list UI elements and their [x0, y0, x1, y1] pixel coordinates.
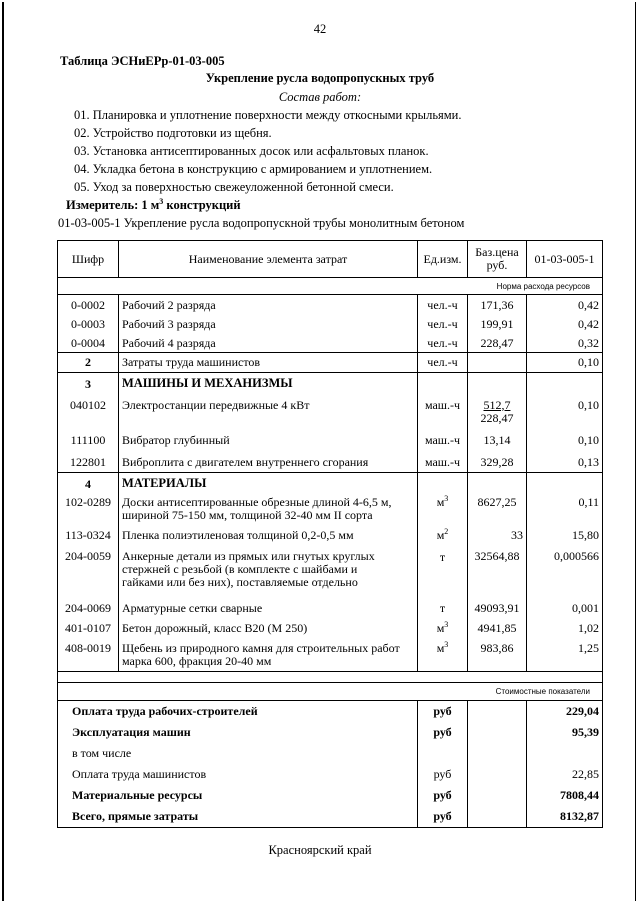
- cell-code: 102-0289: [58, 493, 119, 525]
- gap-cell: [58, 672, 603, 683]
- cell-value: 0,10: [527, 395, 603, 429]
- cell-name: Виброплита с двигателем внутреннего сгорания: [119, 451, 418, 473]
- summary-price: [468, 722, 527, 743]
- cell-value: 0,10: [527, 429, 603, 451]
- work-item: 03. Установка антисептированных досок или асфальтовых планок.: [74, 144, 429, 158]
- price-bottom: 228,47: [480, 410, 514, 425]
- cell-value: [527, 373, 603, 395]
- summary-label: Материальные ресурсы: [58, 785, 418, 806]
- resource-table: [57, 240, 603, 828]
- name-line: гайками или без них), поставляемые отдельно: [122, 574, 358, 589]
- name-line: Доски антисептированные обрезные длиной 4-6,5 м,: [122, 494, 392, 509]
- cell-value: 0,11: [527, 493, 603, 525]
- header-name: Наименование элемента затрат: [119, 241, 418, 278]
- cell-value: 0,13: [527, 451, 603, 473]
- cell-unit: чел.-ч: [418, 295, 468, 315]
- unit-sup: 3: [444, 619, 449, 629]
- cell-price: 49093,91: [468, 598, 527, 618]
- cell-unit: [418, 618, 468, 638]
- cell-price: 4941,85: [468, 618, 527, 638]
- cell-name: Рабочий 4 разряда: [119, 334, 418, 353]
- cell-code: 040102: [58, 395, 119, 429]
- table-row: [58, 395, 603, 429]
- cell-name: Рабочий 3 разряда: [119, 315, 418, 334]
- header-base-price-line1: Баз.цена: [475, 245, 519, 259]
- table-row: [58, 546, 603, 598]
- cell-price: [468, 473, 527, 493]
- cell-value: 0,001: [527, 598, 603, 618]
- cell-name: Электростанции передвижные 4 кВт: [119, 395, 418, 429]
- cell-name: Затраты труда машинистов: [119, 353, 418, 373]
- summary-row: [58, 806, 603, 828]
- cell-value: 1,25: [527, 638, 603, 672]
- summary-value: 229,04: [527, 701, 603, 723]
- summary-row: [58, 764, 603, 785]
- cell-code: 2: [58, 353, 119, 373]
- work-item: 01. Планировка и уплотнение поверхности между откосными крыльями.: [74, 108, 462, 122]
- cell-unit: чел.-ч: [418, 315, 468, 334]
- summary-price: [468, 785, 527, 806]
- section-row-materials: [58, 473, 603, 493]
- section-title: МАШИНЫ И МЕХАНИЗМЫ: [119, 373, 418, 395]
- measurer: [66, 198, 241, 213]
- norm-header: Норма расхода ресурсов: [58, 278, 603, 295]
- cell-price: 228,47: [468, 334, 527, 353]
- unit-sup: 3: [444, 639, 449, 649]
- cell-value: 0,42: [527, 315, 603, 334]
- table-row: [58, 598, 603, 618]
- unit-base: м: [436, 494, 445, 509]
- cell-value: 0,000566: [527, 546, 603, 598]
- cell-code: 204-0059: [58, 546, 119, 598]
- unit-base: м: [436, 620, 445, 635]
- cell-price: 8627,25: [468, 493, 527, 525]
- table-row: [58, 618, 603, 638]
- table-row: [58, 525, 603, 546]
- summary-value: 7808,44: [527, 785, 603, 806]
- cell-code: 3: [58, 373, 119, 395]
- cell-price: [468, 353, 527, 373]
- cell-unit: [418, 373, 468, 395]
- cell-price: [468, 395, 527, 429]
- table-row: [58, 451, 603, 473]
- summary-label: Оплата труда машинистов: [58, 764, 418, 785]
- summary-value: [527, 743, 603, 764]
- cell-code: 0-0004: [58, 334, 119, 353]
- cell-value: [527, 473, 603, 493]
- table-title: Таблица ЭСНиЕРр-01-03-005: [60, 54, 225, 68]
- cell-unit: [418, 493, 468, 525]
- cost-header-row: [58, 683, 603, 701]
- work-item: 05. Уход за поверхностью свежеуложенной бетонной смеси.: [74, 180, 394, 194]
- header-base-price-line2: руб.: [486, 258, 508, 272]
- cell-code: 111100: [58, 429, 119, 451]
- cell-unit: маш.-ч: [418, 429, 468, 451]
- gap-row: [58, 672, 603, 683]
- summary-value: 95,39: [527, 722, 603, 743]
- cell-unit: чел.-ч: [418, 353, 468, 373]
- cell-value: 0,10: [527, 353, 603, 373]
- norm-header-row: [58, 278, 603, 295]
- summary-row: [58, 722, 603, 743]
- summary-label: в том числе: [58, 743, 418, 764]
- cell-code: 122801: [58, 451, 119, 473]
- cell-name: Рабочий 2 разряда: [119, 295, 418, 315]
- measurer-rest: конструкций: [163, 198, 241, 212]
- name-line: Щебень из природного камня для строительных работ: [122, 640, 400, 655]
- cell-value: 15,80: [527, 525, 603, 546]
- cell-price: 983,86: [468, 638, 527, 672]
- section-row-machines: [58, 373, 603, 395]
- table-header-row: [58, 241, 603, 278]
- table-row: [58, 429, 603, 451]
- cell-unit: т: [418, 598, 468, 618]
- summary-price: [468, 764, 527, 785]
- cell-code: 0-0002: [58, 295, 119, 315]
- summary-label: Эксплуатация машин: [58, 722, 418, 743]
- subtitle: Укрепление русла водопропускных труб: [205, 71, 435, 85]
- cell-unit: [418, 638, 468, 672]
- cell-name: Пленка полиэтиленовая толщиной 0,2-0,5 мм: [119, 525, 418, 546]
- cell-name: Вибратор глубинный: [119, 429, 418, 451]
- cell-price: 171,36: [468, 295, 527, 315]
- cell-code: 0-0003: [58, 315, 119, 334]
- cell-name: Арматурные сетки сварные: [119, 598, 418, 618]
- header-unit: Ед.изм.: [418, 241, 468, 278]
- cell-name: Бетон дорожный, класс В20 (М 250): [119, 618, 418, 638]
- section-title: МАТЕРИАЛЫ: [119, 473, 418, 493]
- work-item: 02. Устройство подготовки из щебня.: [74, 126, 272, 140]
- summary-unit: руб: [418, 722, 468, 743]
- measurer-sup: 3: [159, 196, 164, 206]
- name-line: стержней с резьбой (в комплекте с шайбами и: [122, 561, 358, 576]
- cell-unit: чел.-ч: [418, 334, 468, 353]
- summary-unit: руб: [418, 764, 468, 785]
- cost-header: Стоимостные показатели: [58, 683, 603, 701]
- summary-price: [468, 743, 527, 764]
- summary-price: [468, 701, 527, 723]
- summary-unit: руб: [418, 806, 468, 828]
- summary-unit: руб: [418, 701, 468, 723]
- unit-sup: 3: [444, 493, 449, 503]
- table-row: [58, 353, 603, 373]
- summary-row: [58, 701, 603, 723]
- header-base-price: [468, 241, 527, 278]
- cell-unit: маш.-ч: [418, 451, 468, 473]
- table-row: [58, 315, 603, 334]
- summary-row: [58, 743, 603, 764]
- header-column-id: 01-03-005-1: [527, 241, 603, 278]
- cell-price: [468, 373, 527, 395]
- cell-code: 204-0069: [58, 598, 119, 618]
- cell-price: 33: [468, 525, 527, 546]
- table-row: [58, 638, 603, 672]
- footer-region: Красноярский край: [268, 843, 372, 857]
- cell-name: [119, 638, 418, 672]
- table-row: [58, 493, 603, 525]
- variant-title: 01-03-005-1 Укрепление русла водопропускной трубы монолитным бетоном: [58, 216, 465, 230]
- cell-value: 1,02: [527, 618, 603, 638]
- cell-value: 0,42: [527, 295, 603, 315]
- work-composition-header: Состав работ:: [278, 90, 362, 104]
- summary-row: [58, 785, 603, 806]
- cell-price: 32564,88: [468, 546, 527, 598]
- cell-code: 401-0107: [58, 618, 119, 638]
- summary-label: Оплата труда рабочих-строителей: [58, 701, 418, 723]
- cell-price: 199,91: [468, 315, 527, 334]
- unit-base: м: [436, 640, 445, 655]
- cell-price: 329,28: [468, 451, 527, 473]
- table-row: [58, 295, 603, 315]
- cell-name: [119, 546, 418, 598]
- page-number: 42: [313, 22, 327, 36]
- cell-unit: т: [418, 546, 468, 598]
- cell-code: 113-0324: [58, 525, 119, 546]
- work-item: 04. Укладка бетона в конструкцию с армированием и уплотнением.: [74, 162, 433, 176]
- cell-code: 4: [58, 473, 119, 493]
- name-line: шириной 75-150 мм, толщиной 32-40 мм II сорта: [122, 507, 373, 522]
- measurer-label: Измеритель: 1 м: [66, 198, 160, 212]
- summary-price: [468, 806, 527, 828]
- table-row: [58, 334, 603, 353]
- cell-unit: маш.-ч: [418, 395, 468, 429]
- cell-code: 408-0019: [58, 638, 119, 672]
- cell-unit: [418, 473, 468, 493]
- summary-value: 22,85: [527, 764, 603, 785]
- unit-base: м: [436, 527, 445, 542]
- cell-value: 0,32: [527, 334, 603, 353]
- summary-value: 8132,87: [527, 806, 603, 828]
- name-line: Анкерные детали из прямых или гнутых круглых: [122, 548, 375, 563]
- cell-unit: [418, 525, 468, 546]
- header-code: Шифр: [58, 241, 119, 278]
- cell-price: 13,14: [468, 429, 527, 451]
- name-line: марка 600, фракция 20-40 мм: [122, 653, 272, 668]
- summary-label: Всего, прямые затраты: [58, 806, 418, 828]
- unit-sup: 2: [444, 526, 449, 536]
- summary-unit: руб: [418, 785, 468, 806]
- cell-name: [119, 493, 418, 525]
- summary-unit: [418, 743, 468, 764]
- price-top: 512,7: [483, 397, 511, 412]
